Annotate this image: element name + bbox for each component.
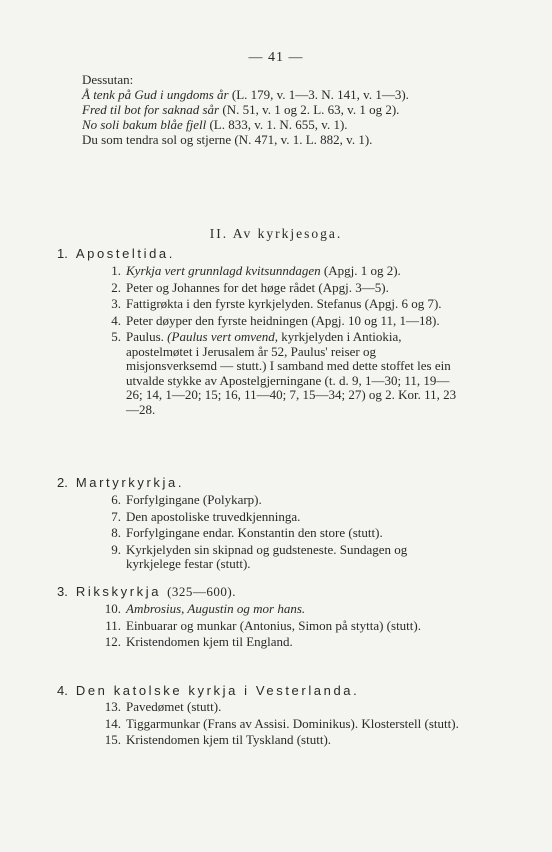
list-item: 9. Kyrkjelyden sin skipnad og gudsteneste. Sundagen og kyrkjelege festar (stutt). xyxy=(111,541,408,571)
list-item: 6. Forfylgingane (Polykarp). xyxy=(111,492,262,507)
list-item: 4. Peter døyper den fyrste heidningen (Apgj. 10 og 11, 1—18). xyxy=(111,312,440,328)
intro-line: Fred til bot for saknad sår (N. 51, v. 1 og 2. L. 63, v. 1 og 2). xyxy=(82,102,400,117)
intro-line: Å tenk på Gud i ungdoms år (L. 179, v. 1—3. N. 141, v. 1—3). xyxy=(82,87,409,102)
intro-block xyxy=(82,72,482,147)
list-item: 13. Pavedømet (stutt). xyxy=(104,699,222,714)
section-list xyxy=(93,700,465,750)
list-item: 12. Kristendomen kjem til England. xyxy=(104,634,293,649)
list-item: 7. Den apostoliske truvedkjenninga. xyxy=(111,508,301,524)
intro-line: Du som tendra sol og stjerne (N. 471, v. 1. L. 882, v. 1). xyxy=(82,132,373,147)
section-list xyxy=(93,264,465,419)
list-item: 11. Einbuarar og munkar (Antonius, Simon på stytta) (stutt). xyxy=(105,617,421,633)
section-list xyxy=(93,493,465,574)
list-item: 5. Paulus. (Paulus vert omvend, kyrkjelyden i Antiokia, apostelmøtet i Jerusalem år 52, Paulus' reiser og misjonsverksemd — stutt.) I samband med dette stoffet les ein utvalde stykke av Apostelgjerningane (t. d. 9, 1—30; 11, 19—26; 14, 1—20; 15; 16, 11—40; 7, 15—34; 27) og 2. Kor. 11, 23—28. xyxy=(111,329,457,417)
list-item: 14. Tiggarmunkar (Frans av Assisi. Dominikus). Klosterstell (stutt). xyxy=(104,715,459,731)
section-title: 3. Rikskyrkja (325—600). xyxy=(57,584,236,599)
intro-line: No soli bakum blåe fjell (L. 833, v. 1. N. 655, v. 1). xyxy=(82,117,348,132)
section-title: 2. Martyrkyrkja. xyxy=(57,475,185,490)
list-item: 2. Peter og Johannes for det høge rådet (Apgj. 3—5). xyxy=(111,279,389,295)
chapter-title: II. Av kyrkjesoga. xyxy=(209,226,343,241)
section-list xyxy=(93,602,465,652)
list-item: 15. Kristendomen kjem til Tyskland (stutt). xyxy=(104,732,332,747)
intro-heading: Dessutan: xyxy=(82,72,134,87)
section-title: 1. Aposteltida. xyxy=(57,246,175,261)
list-item: 10. Ambrosius, Augustin og mor hans. xyxy=(104,601,306,616)
section-title: 4. Den katolske kyrkja i Vesterlanda. xyxy=(57,683,360,698)
list-item: 3. Fattigrøkta i den fyrste kyrkjelyden. Stefanus (Apgj. 6 og 7). xyxy=(111,296,442,311)
list-item: 8. Forfylgingane endar. Konstantin den store (stutt). xyxy=(111,525,383,540)
page-number: — 41 — xyxy=(248,50,304,65)
list-item: 1. Kyrkja vert grunnlagd kvitsunndagen (Apgj. 1 og 2). xyxy=(111,263,401,278)
